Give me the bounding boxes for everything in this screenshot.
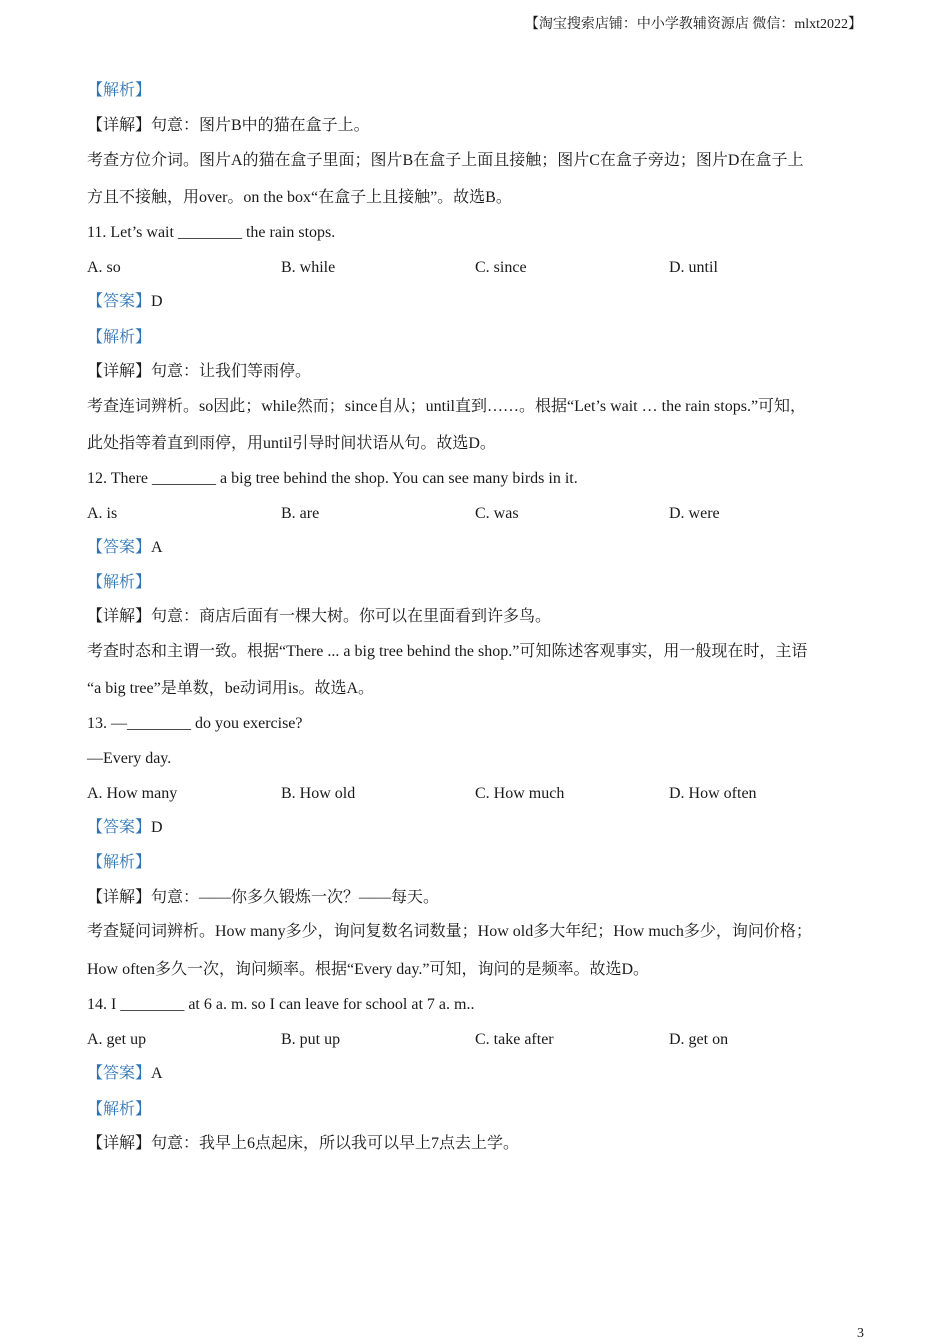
options-row bbox=[87, 504, 867, 524]
answer-line bbox=[87, 292, 163, 312]
option-b: B. How old bbox=[281, 785, 356, 802]
analysis-label: 【解析】 bbox=[87, 329, 152, 346]
detail-text: 【详解】句意：——你多久锻炼一次？——每天。 bbox=[87, 889, 440, 906]
option-a: A. so bbox=[87, 259, 121, 276]
question-12: 12. There ________ a big tree behind the shop. You can see many birds in it. bbox=[87, 470, 578, 487]
option-d: D. were bbox=[669, 505, 720, 522]
answer-value: A bbox=[151, 1065, 163, 1082]
option-c: C. take after bbox=[475, 1031, 554, 1048]
question-reply: —Every day. bbox=[87, 750, 172, 767]
answer-value: A bbox=[151, 539, 163, 556]
option-b: B. while bbox=[281, 259, 336, 276]
option-b: B. are bbox=[281, 505, 320, 522]
explanation-text: How often多久一次，询问频率。根据“Every day.”可知，询问的是频率。故选D。 bbox=[87, 961, 650, 978]
explanation-text: 此处指等着直到雨停，用until引导时间状语从句。故选D。 bbox=[87, 435, 496, 452]
explanation-text: 考查连词辨析。so因此；while然而；since自从；until直到……。根据“Let’s wait … the rain stops.”可知， bbox=[87, 398, 807, 415]
options-row bbox=[87, 784, 867, 804]
detail-text: 【详解】句意：让我们等雨停。 bbox=[87, 363, 312, 380]
answer-label: 【答案】 bbox=[87, 819, 152, 836]
analysis-label: 【解析】 bbox=[87, 854, 152, 871]
explanation-text: “a big tree”是单数，be动词用is。故选A。 bbox=[87, 680, 375, 697]
detail-text: 【详解】句意：我早上6点起床，所以我可以早上7点去上学。 bbox=[87, 1135, 520, 1152]
option-d: D. get on bbox=[669, 1031, 729, 1048]
options-row bbox=[87, 258, 867, 278]
answer-label: 【答案】 bbox=[87, 1065, 152, 1082]
analysis-label: 【解析】 bbox=[87, 1101, 152, 1118]
page-header: 【淘宝搜索店铺：中小学教辅资源店 微信：mlxt2022】 bbox=[524, 17, 862, 32]
answer-value: D bbox=[151, 293, 163, 310]
explanation-text: 考查时态和主谓一致。根据“There ... a big tree behind the shop.”可知陈述客观事实，用一般现在时，主语 bbox=[87, 643, 808, 660]
explanation-text: 考查疑问词辨析。How many多少，询问复数名词数量；How old多大年纪；How much多少，询问价格； bbox=[87, 923, 812, 940]
page-number: 3 bbox=[857, 1326, 864, 1341]
answer-line bbox=[87, 1064, 163, 1084]
question-14: 14. I ________ at 6 a. m. so I can leave for school at 7 a. m.. bbox=[87, 996, 475, 1013]
question-11: 11. Let’s wait ________ the rain stops. bbox=[87, 224, 336, 241]
option-d: D. until bbox=[669, 259, 718, 276]
explanation-text: 考查方位介词。图片A的猫在盒子里面；图片B在盒子上面且接触；图片C在盒子旁边；图片D在盒子上 bbox=[87, 152, 804, 169]
option-c: C. How much bbox=[475, 785, 565, 802]
answer-line bbox=[87, 538, 163, 558]
analysis-label: 【解析】 bbox=[87, 82, 152, 99]
answer-label: 【答案】 bbox=[87, 293, 152, 310]
option-a: A. How many bbox=[87, 785, 178, 802]
option-a: A. is bbox=[87, 505, 118, 522]
question-13: 13. —________ do you exercise? bbox=[87, 715, 303, 732]
answer-line bbox=[87, 818, 163, 838]
options-row bbox=[87, 1030, 867, 1050]
option-a: A. get up bbox=[87, 1031, 147, 1048]
answer-label: 【答案】 bbox=[87, 539, 152, 556]
explanation-text: 方且不接触，用over。on the box“在盒子上且接触”。故选B。 bbox=[87, 189, 512, 206]
option-b: B. put up bbox=[281, 1031, 341, 1048]
analysis-label: 【解析】 bbox=[87, 574, 152, 591]
option-c: C. was bbox=[475, 505, 519, 522]
detail-text: 【详解】句意：图片B中的猫在盒子上。 bbox=[87, 117, 370, 134]
option-d: D. How often bbox=[669, 785, 757, 802]
option-c: C. since bbox=[475, 259, 527, 276]
answer-value: D bbox=[151, 819, 163, 836]
detail-text: 【详解】句意：商店后面有一棵大树。你可以在里面看到许多鸟。 bbox=[87, 608, 552, 625]
